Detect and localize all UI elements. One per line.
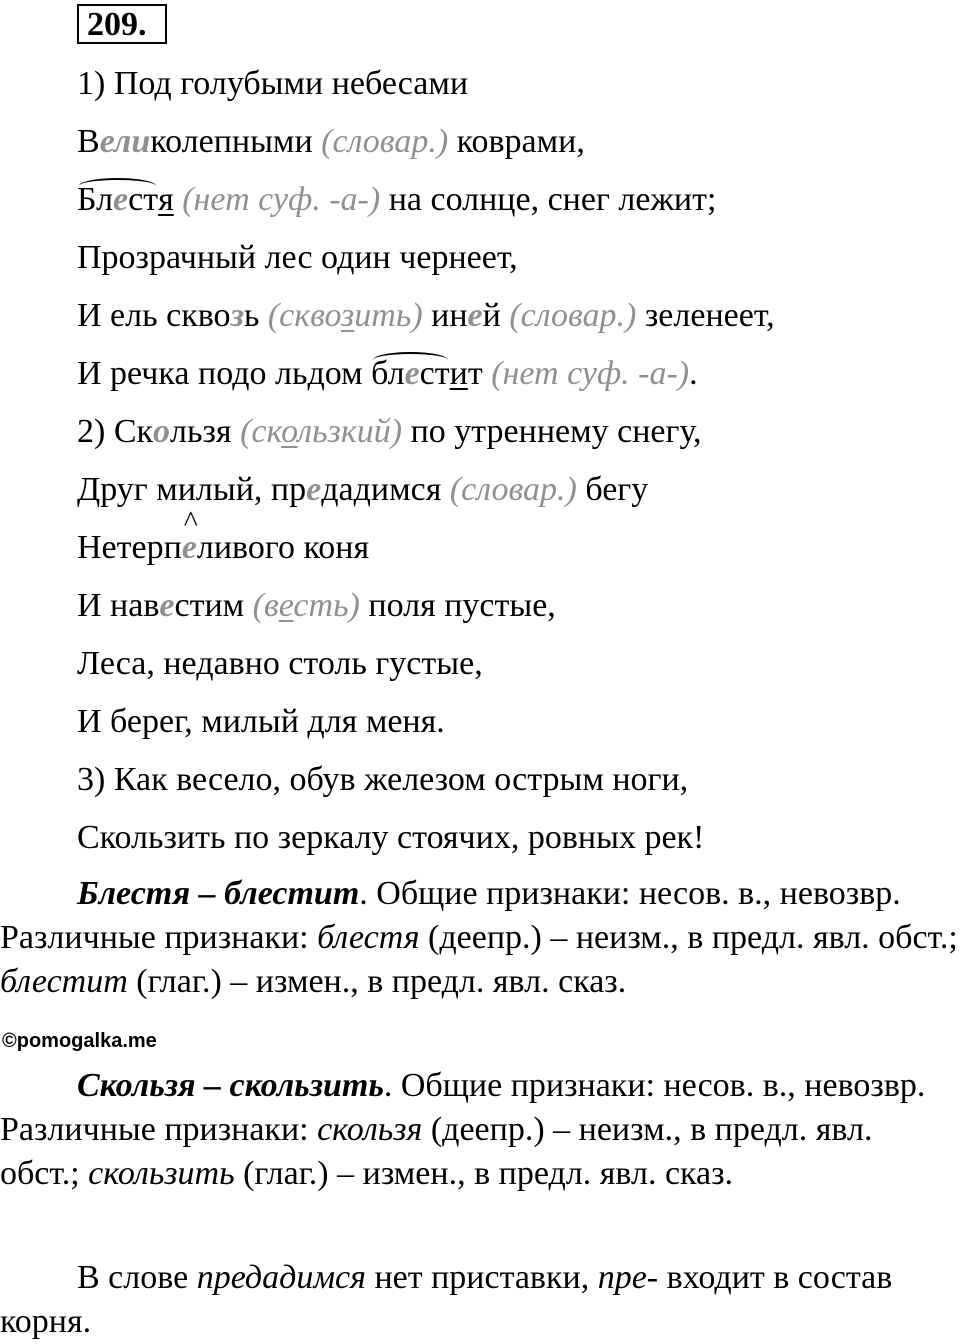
- annotation: (нет суф. -а-): [491, 355, 690, 392]
- text: (глаг.) – измен., в предл. явл. сказ.: [234, 1155, 734, 1192]
- underlined-letter: и: [449, 355, 468, 392]
- text: В: [77, 123, 100, 160]
- annotation: (ск: [240, 413, 282, 450]
- paragraph-predadimsya: [0, 1256, 960, 1344]
- text: В слове: [77, 1259, 197, 1296]
- poem-line-13: 3) Как весело, обув железом острым ноги,: [77, 761, 689, 798]
- text: (деепр.) – неизм., в предл. явл. обст.;: [419, 919, 958, 956]
- text: (глаг.) – измен., в предл. явл. сказ.: [127, 963, 627, 1000]
- text: ь: [243, 297, 268, 334]
- text: [174, 181, 183, 218]
- text: И нав: [77, 587, 160, 624]
- term-italic: пре-: [597, 1259, 659, 1296]
- highlight-vowel: е: [404, 355, 420, 392]
- poem-line-3: [77, 180, 716, 220]
- poem-line-9: [77, 528, 369, 568]
- text: Бл: [77, 181, 114, 218]
- paragraph-skolzya: [0, 1064, 960, 1196]
- text: на солнце, снег лежит;: [380, 181, 717, 218]
- poem-line-14: Скользить по зеркалу стоячих, ровных рек!: [77, 819, 705, 856]
- watermark: ©pomogalka.me: [2, 1030, 157, 1052]
- annotation-underlined: з: [341, 297, 355, 334]
- poem-line-7: [77, 412, 702, 452]
- text: й: [482, 297, 510, 334]
- annotation: (скво: [267, 297, 342, 334]
- text: коврами,: [448, 123, 585, 160]
- stress-hat-vowel: ^ е: [182, 528, 197, 568]
- annotation: (словар.): [509, 297, 637, 334]
- poem-line-1: 1) Под голубыми небесами: [77, 65, 469, 102]
- annotation: сть): [293, 587, 360, 624]
- text: И ель скво: [77, 297, 231, 334]
- poem-line-10: [77, 586, 556, 626]
- poem-line-11: Леса, недавно столь густые,: [77, 645, 483, 682]
- term: Скользя – скользить: [77, 1067, 384, 1104]
- text: ст: [419, 355, 450, 392]
- text: ст: [128, 181, 159, 218]
- text: поля пустые,: [359, 587, 556, 624]
- poem-line-12: И берег, милый для меня.: [77, 703, 445, 740]
- term-italic: скользя: [317, 1111, 423, 1148]
- annotation: ить): [354, 297, 423, 334]
- term-italic: скользить: [88, 1155, 235, 1192]
- highlight-vowel: е: [159, 587, 175, 624]
- highlight-vowel: е: [306, 471, 322, 508]
- poem-line-8: [77, 470, 648, 510]
- poem-line-2: [77, 122, 585, 162]
- highlight-vowel: е: [113, 181, 129, 218]
- text: льзя: [170, 413, 241, 450]
- text: дадимся: [321, 471, 450, 508]
- term-italic: предадимся: [196, 1259, 366, 1296]
- text: бл: [371, 355, 405, 392]
- annotation: (нет суф. -а-): [182, 181, 381, 218]
- poem-line-5: [77, 296, 775, 336]
- text: 2) Ск: [77, 413, 154, 450]
- paragraph-blestya: [0, 872, 960, 1004]
- root-arc: [371, 354, 449, 394]
- annotation: (словар.): [449, 471, 577, 508]
- text: стим: [174, 587, 253, 624]
- highlight-vowel: о: [153, 413, 171, 450]
- text: . Общие признаки: несов. в., невозвр. Различные признаки:: [0, 875, 901, 956]
- annotation: (в: [252, 587, 279, 624]
- underlined-letter: я: [158, 181, 174, 218]
- annotation: льзкий): [297, 413, 403, 450]
- text: И речка подо льдом: [77, 355, 372, 392]
- text: ливого коня: [196, 529, 370, 566]
- poem-line-4: Прозрачный лес один чернеет,: [77, 239, 518, 276]
- text: Нетерп: [77, 529, 182, 566]
- root-arc: [77, 180, 158, 220]
- exercise-number: 209.: [77, 4, 167, 44]
- text: (деепр.) – неизм., в предл. явл. обст.;: [0, 1111, 873, 1192]
- text: по утреннему снегу,: [402, 413, 702, 450]
- annotation-underlined: е: [278, 587, 294, 624]
- text: входит в состав корня.: [0, 1259, 893, 1340]
- text: колепными: [150, 123, 322, 160]
- highlight-letter: з: [230, 297, 244, 334]
- text: Друг милый, пр: [77, 471, 307, 508]
- highlight-vowel: ели: [99, 123, 151, 160]
- term-italic: блестит: [0, 963, 128, 1000]
- text: зеленеет,: [636, 297, 775, 334]
- poem-line-6: [77, 354, 698, 394]
- text: .: [689, 355, 698, 392]
- annotation: (словар.): [321, 123, 449, 160]
- text: ин: [422, 297, 468, 334]
- term-italic: блестя: [317, 919, 420, 956]
- text: нет приставки,: [365, 1259, 598, 1296]
- text: бегу: [576, 471, 649, 508]
- text: т: [467, 355, 492, 392]
- annotation-underlined: о: [281, 413, 298, 450]
- text: . Общие признаки: несов. в., невозвр. Различные признаки:: [0, 1067, 926, 1148]
- highlight-vowel: е: [467, 297, 483, 334]
- term: Блестя – блестит: [77, 875, 360, 912]
